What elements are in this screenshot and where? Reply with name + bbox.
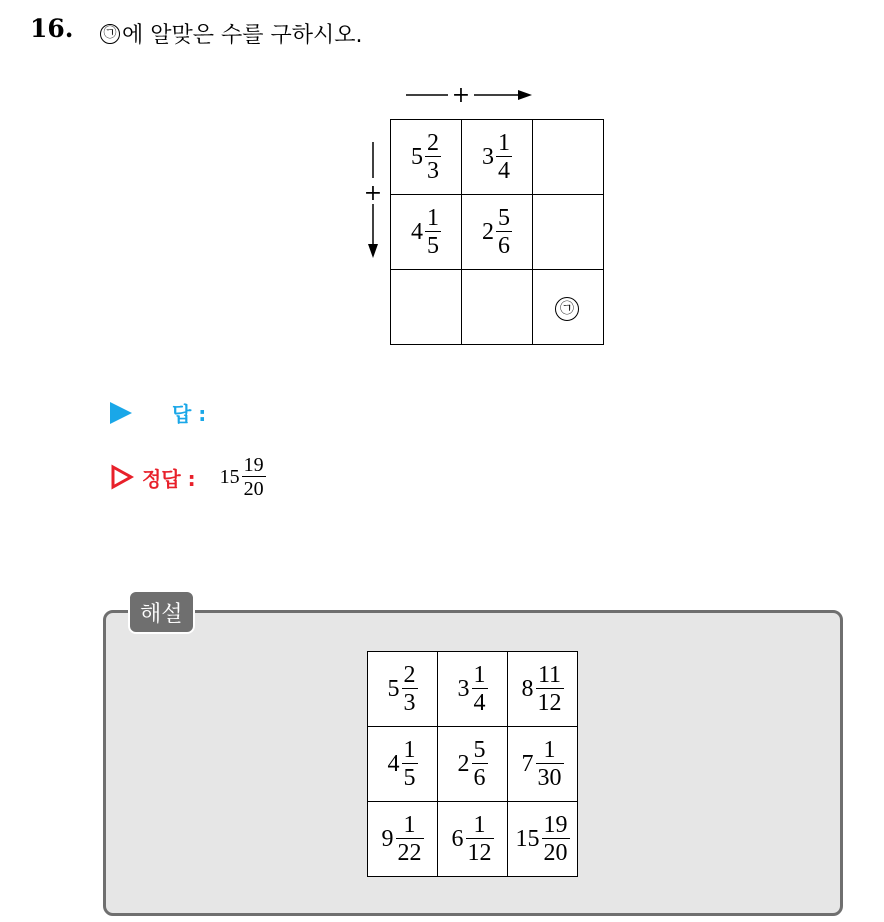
- whole-part: 4: [387, 750, 400, 777]
- whole-part: 4: [411, 218, 423, 245]
- problem-grid-cell: [533, 270, 604, 345]
- correct-answer-numerator: 19: [243, 454, 264, 476]
- numerator: 19: [543, 812, 568, 838]
- denominator: 12: [467, 840, 492, 866]
- fraction: [496, 131, 512, 183]
- solution-grid-cell: [368, 802, 438, 877]
- mixed-number: [482, 206, 512, 258]
- mixed-number: [411, 206, 441, 258]
- numerator: 5: [473, 737, 486, 763]
- numerator: 1: [403, 812, 416, 838]
- denominator: 4: [473, 690, 486, 716]
- whole-part: 2: [457, 750, 470, 777]
- marker-circle-giyeok: ㉠: [100, 24, 120, 44]
- problem-grid-cell: [391, 120, 462, 195]
- solution-grid-cell: [508, 727, 578, 802]
- denominator: 12: [537, 690, 562, 716]
- correct-answer-whole: 15: [219, 465, 240, 488]
- denominator: 3: [403, 690, 416, 716]
- mixed-number: [482, 131, 512, 183]
- fraction: [402, 738, 418, 790]
- whole-part: 7: [521, 750, 534, 777]
- fraction: [542, 813, 570, 865]
- denominator: 6: [498, 233, 510, 259]
- horizontal-plus-sign: +: [451, 83, 471, 108]
- whole-part: 15: [515, 825, 540, 852]
- numerator: 1: [473, 812, 486, 838]
- solution-grid-cell: [368, 652, 438, 727]
- problem-grid-row: [391, 270, 604, 345]
- denominator: 6: [473, 765, 486, 791]
- solution-grid-cell: [508, 802, 578, 877]
- numerator: 2: [427, 130, 439, 156]
- solution-grid-cell: [438, 652, 508, 727]
- problem-grid-row: [391, 120, 604, 195]
- fraction: [472, 738, 488, 790]
- whole-part: 5: [387, 675, 400, 702]
- horizontal-plus-arrow: [404, 80, 534, 110]
- problem-grid-row: [391, 195, 604, 270]
- answer-label: 답 :: [172, 402, 207, 426]
- denominator: 5: [427, 233, 439, 259]
- outline-triangle-icon: [110, 464, 134, 490]
- numerator: 1: [473, 662, 486, 688]
- question-number: 16.: [30, 14, 74, 43]
- mixed-number: [516, 813, 570, 865]
- solution-grid-cell: [368, 727, 438, 802]
- problem-grid-cell: [462, 195, 533, 270]
- answer-row: [110, 398, 206, 427]
- numerator: 2: [403, 662, 416, 688]
- correct-answer-row: [110, 455, 266, 499]
- whole-part: 2: [482, 218, 494, 245]
- mixed-number: [388, 663, 418, 715]
- mixed-number: [458, 663, 488, 715]
- mixed-number: [452, 813, 494, 865]
- fraction: [402, 663, 418, 715]
- problem-grid: [390, 119, 604, 345]
- numerator: 1: [498, 130, 510, 156]
- denominator: 22: [397, 840, 422, 866]
- fraction: [496, 206, 512, 258]
- correct-answer-label: 정답 :: [142, 466, 196, 491]
- denominator: 20: [543, 840, 568, 866]
- mixed-number: [522, 663, 564, 715]
- solution-grid: [367, 651, 578, 877]
- solution-grid-row: [368, 802, 578, 877]
- solution-grid-cell: [438, 727, 508, 802]
- whole-part: 6: [451, 825, 464, 852]
- numerator: 1: [403, 737, 416, 763]
- fraction: [536, 738, 564, 790]
- correct-answer-value: [220, 455, 266, 499]
- numerator: 1: [543, 737, 556, 763]
- solution-grid-cell: [438, 802, 508, 877]
- mixed-number: [522, 738, 564, 790]
- numerator: 5: [498, 205, 510, 231]
- fraction: [425, 131, 441, 183]
- correct-answer-denominator: 20: [243, 478, 264, 500]
- whole-part: 5: [411, 143, 423, 170]
- solution-grid-row: [368, 727, 578, 802]
- problem-grid-cell: [462, 270, 533, 345]
- mixed-number: [388, 738, 418, 790]
- numerator: 1: [427, 205, 439, 231]
- problem-grid-cell: [462, 120, 533, 195]
- denominator: 3: [427, 158, 439, 184]
- question-line: [30, 14, 363, 49]
- problem-grid-cell: [533, 120, 604, 195]
- numerator: 11: [537, 662, 562, 688]
- problem-grid-cell: [533, 195, 604, 270]
- mixed-number: [458, 738, 488, 790]
- problem-grid-cell: [391, 195, 462, 270]
- mixed-number: [411, 131, 441, 183]
- fraction: [396, 813, 424, 865]
- vertical-plus-arrow: [358, 140, 388, 260]
- denominator: 5: [403, 765, 416, 791]
- solution-grid-cell: [508, 652, 578, 727]
- denominator: 30: [537, 765, 562, 791]
- problem-grid-cell: [391, 270, 462, 345]
- question-prompt: 에 알맞은 수를 구하시오.: [122, 23, 363, 48]
- solid-triangle-icon: [110, 402, 132, 424]
- whole-part: 3: [457, 675, 470, 702]
- whole-part: 9: [381, 825, 394, 852]
- marker-circle-giyeok: ㉠: [555, 297, 579, 321]
- correct-answer-fraction: [242, 455, 266, 499]
- solution-grid-row: [368, 652, 578, 727]
- question-text: [100, 18, 363, 49]
- fraction: [472, 663, 488, 715]
- fraction: [425, 206, 441, 258]
- whole-part: 8: [521, 675, 534, 702]
- fraction: [466, 813, 494, 865]
- denominator: 4: [498, 158, 510, 184]
- solution-tab: 해설: [128, 590, 195, 634]
- mixed-number: [382, 813, 424, 865]
- fraction: [536, 663, 564, 715]
- vertical-plus-sign: +: [363, 181, 383, 206]
- whole-part: 3: [482, 143, 494, 170]
